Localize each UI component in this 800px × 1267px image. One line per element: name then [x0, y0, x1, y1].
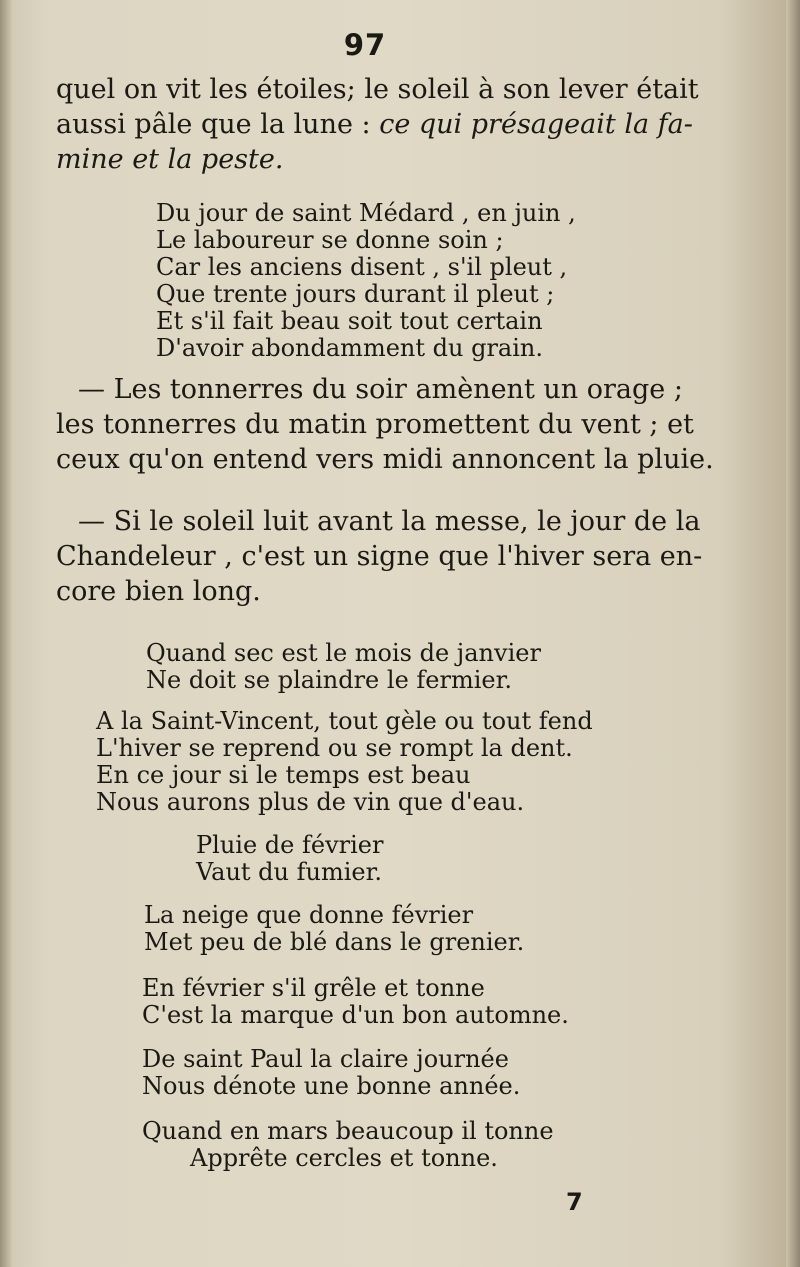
text-line	[56, 107, 693, 142]
page-right-edge	[786, 0, 800, 1267]
verse-line: C'est la marque d'un bon automne.	[142, 1001, 569, 1029]
text-line: les tonnerres du matin promettent du vent ; et	[56, 409, 694, 440]
verse-line: Quand sec est le mois de janvier	[146, 639, 541, 667]
page-left-edge	[0, 0, 12, 1267]
verse-line: Ne doit se plaindre le fermier.	[146, 666, 513, 694]
verse-line: Vaut du fumier.	[196, 858, 383, 886]
verse-saint-vincent	[96, 708, 593, 816]
verse-neige	[144, 902, 524, 956]
text-line: — Si le soleil luit avant la messe, le jour de la	[78, 506, 701, 537]
paragraph-chandeleur	[56, 504, 703, 609]
verse-grele	[142, 975, 569, 1029]
verse-saint-paul	[142, 1046, 520, 1100]
paragraph-tonnerres	[56, 372, 714, 477]
signature-mark: 7	[566, 1188, 583, 1216]
verse-janvier	[146, 640, 541, 694]
verse-mars	[142, 1118, 554, 1172]
page-number: 97	[343, 28, 387, 62]
text-line: mine et la peste.	[56, 144, 284, 175]
verse-line: En ce jour si le temps est beau	[96, 761, 471, 789]
verse-line: Apprête cercles et tonne.	[190, 1144, 498, 1172]
verse-line: A la Saint-Vincent, tout gèle ou tout fend	[96, 707, 593, 735]
paragraph-eclipse	[56, 72, 699, 177]
verse-line: Nous aurons plus de vin que d'eau.	[96, 788, 525, 816]
verse-line: Car les anciens disent , s'il pleut ,	[156, 253, 568, 281]
verse-line: Que trente jours durant il pleut ;	[156, 280, 555, 308]
verse-line: Quand en mars beaucoup il tonne	[142, 1117, 554, 1145]
verse-line: Met peu de blé dans le grenier.	[144, 928, 525, 956]
text-line: quel on vit les étoiles; le soleil à son lever était	[56, 74, 699, 105]
text-line: — Les tonnerres du soir amènent un orage ;	[78, 374, 683, 405]
text-line: ceux qu'on entend vers midi annoncent la pluie.	[56, 444, 714, 475]
verse-line: Et s'il fait beau soit tout certain	[156, 307, 543, 335]
text-italic: ce qui présageait la fa-	[379, 109, 693, 140]
verse-line: Pluie de février	[196, 831, 384, 859]
verse-line: Du jour de saint Médard , en juin ,	[156, 199, 576, 227]
verse-saint-medard	[156, 200, 576, 362]
verse-line: L'hiver se reprend ou se rompt la dent.	[96, 734, 573, 762]
text-line: core bien long.	[56, 576, 261, 607]
verse-line: De saint Paul la claire journée	[142, 1045, 509, 1073]
verse-line: Nous dénote une bonne année.	[142, 1072, 521, 1100]
verse-line: Le laboureur se donne soin ;	[156, 226, 504, 254]
verse-line: La neige que donne février	[144, 901, 474, 929]
text-line: Chandeleur , c'est un signe que l'hiver sera en-	[56, 541, 703, 572]
verse-pluie-fevrier	[196, 832, 383, 886]
verse-line: D'avoir abondamment du grain.	[156, 334, 543, 362]
text-plain: aussi pâle que la lune :	[56, 109, 380, 140]
verse-line: En février s'il grêle et tonne	[142, 974, 485, 1002]
